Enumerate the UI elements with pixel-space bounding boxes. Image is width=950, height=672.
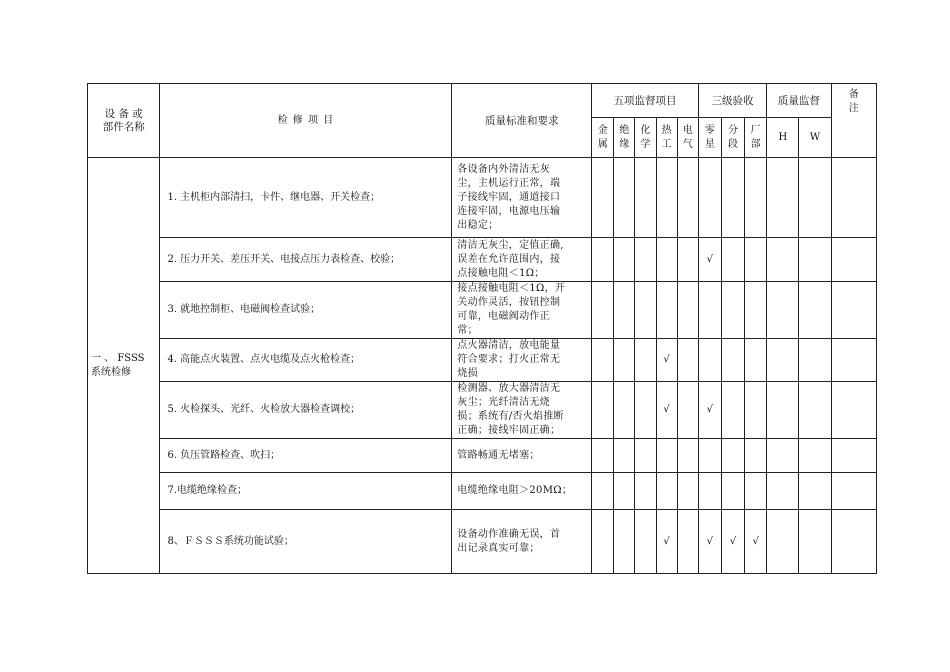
mark-cell (677, 282, 698, 339)
mark-cell (799, 339, 831, 382)
equipment-header: 设 备 或 部件名称 (88, 84, 160, 158)
maintenance-table (87, 83, 877, 574)
mark-cell (831, 282, 876, 339)
mark-cell (614, 339, 635, 382)
mark-cell (698, 282, 721, 339)
item-cell: 2. 压力开关、差压开关、电接点压力表检查、校验； (160, 238, 452, 282)
mark-cell (592, 382, 614, 439)
mark-cell (745, 238, 767, 282)
mark-cell (698, 158, 721, 238)
standard-header: 质量标准和要求 (452, 84, 592, 158)
mark-cell (721, 382, 744, 439)
mark-cell (635, 238, 656, 282)
mark-cell (677, 510, 698, 574)
mark-cell (767, 382, 799, 439)
mark-cell (831, 473, 876, 510)
mark-cell (614, 282, 635, 339)
remark-header: 备 注 (831, 84, 876, 158)
five-supervision-header: 五项监督项目 (592, 84, 699, 118)
mark-cell: √ (698, 382, 721, 439)
mark-cell (635, 339, 656, 382)
mark-cell (745, 158, 767, 238)
mark-cell (767, 473, 799, 510)
mark-cell (656, 473, 677, 510)
mark-cell (767, 510, 799, 574)
mark-cell (831, 339, 876, 382)
mark-cell (592, 339, 614, 382)
mark-cell (677, 339, 698, 382)
insulation-subheader: 绝 缘 (614, 118, 635, 158)
mark-cell (698, 339, 721, 382)
zero-subheader: 零 星 (698, 118, 721, 158)
item-cell: 7.电缆绝缘检查； (160, 473, 452, 510)
mark-cell (677, 238, 698, 282)
mark-cell (677, 439, 698, 473)
mark-cell (721, 339, 744, 382)
mark-cell (635, 510, 656, 574)
standard-cell: 清洁无灰尘，定值正确, 误差在允许范围内，接 点接触电阻＜1Ω； (452, 238, 592, 282)
mark-cell (721, 282, 744, 339)
mark-cell (767, 339, 799, 382)
mark-cell (831, 158, 876, 238)
chemistry-subheader: 化 学 (635, 118, 656, 158)
mark-cell (721, 439, 744, 473)
mark-cell (799, 238, 831, 282)
mark-cell: √ (698, 510, 721, 574)
mark-cell (745, 473, 767, 510)
mark-cell: √ (698, 238, 721, 282)
mark-cell (767, 439, 799, 473)
item-cell: 8、ＦＳＳＳ系统功能试验； (160, 510, 452, 574)
mark-cell (614, 473, 635, 510)
factory-subheader: 厂 部 (745, 118, 767, 158)
section-subheader: 分 段 (721, 118, 744, 158)
mark-cell (745, 282, 767, 339)
mark-cell (799, 282, 831, 339)
mark-cell (721, 473, 744, 510)
h-subheader: H (767, 118, 799, 158)
mark-cell (831, 382, 876, 439)
mark-cell (592, 282, 614, 339)
mark-cell (592, 473, 614, 510)
mark-cell (698, 439, 721, 473)
mark-cell (614, 238, 635, 282)
mark-cell (677, 473, 698, 510)
mark-cell (799, 382, 831, 439)
mark-cell: √ (656, 510, 677, 574)
electrical-subheader: 电 气 (677, 118, 698, 158)
mark-cell: √ (656, 339, 677, 382)
mark-cell (831, 510, 876, 574)
mark-cell (614, 439, 635, 473)
quality-supervision-header: 质量监督 (767, 84, 831, 118)
mark-cell (677, 382, 698, 439)
three-level-acceptance-header: 三级验收 (698, 84, 766, 118)
mark-cell (767, 238, 799, 282)
mark-cell (767, 158, 799, 238)
standard-cell: 接点接触电阻＜1Ω，开 关动作灵活，按钮控制 可靠，电磁阀动作正 常； (452, 282, 592, 339)
items-header: 检 修 项 目 (160, 84, 452, 158)
mark-cell (799, 158, 831, 238)
item-cell: 4. 高能点火装置、点火电缆及点火枪检查； (160, 339, 452, 382)
mark-cell (635, 382, 656, 439)
mark-cell: √ (721, 510, 744, 574)
mark-cell (745, 382, 767, 439)
mark-cell (799, 473, 831, 510)
mark-cell (799, 510, 831, 574)
mark-cell (635, 473, 656, 510)
standard-cell: 各设备内外清洁无灰 尘，主机运行正常，端 子接线牢固，通道接口 连接牢固，电源电压输 出稳定； (452, 158, 592, 238)
mark-cell (799, 439, 831, 473)
mark-cell (745, 439, 767, 473)
mark-cell (767, 282, 799, 339)
mark-cell (635, 439, 656, 473)
mark-cell (592, 238, 614, 282)
mark-cell (656, 282, 677, 339)
mark-cell (721, 238, 744, 282)
mark-cell (614, 510, 635, 574)
mark-cell (656, 439, 677, 473)
item-cell: 3. 就地控制柜、电磁阀检查试验； (160, 282, 452, 339)
category-cell: 一 、 FSSS 系统检修 (88, 158, 160, 574)
mark-cell (831, 238, 876, 282)
mark-cell (592, 439, 614, 473)
standard-cell: 管路畅通无堵塞； (452, 439, 592, 473)
mark-cell (614, 158, 635, 238)
metal-subheader: 金 属 (592, 118, 614, 158)
mark-cell (635, 158, 656, 238)
mark-cell (656, 158, 677, 238)
mark-cell (614, 382, 635, 439)
standard-cell: 检测器、放大器清洁无 灰尘；光纤清洁无烧 损；系统有/否火焰推断 正确；接线牢固正确； (452, 382, 592, 439)
w-subheader: W (799, 118, 831, 158)
mark-cell: √ (745, 510, 767, 574)
standard-cell: 设备动作准确无误，首 出记录真实可靠； (452, 510, 592, 574)
thermal-subheader: 热 工 (656, 118, 677, 158)
mark-cell (656, 238, 677, 282)
mark-cell (698, 473, 721, 510)
mark-cell (745, 339, 767, 382)
mark-cell (635, 282, 656, 339)
item-cell: 6. 负压管路检查、吹扫； (160, 439, 452, 473)
mark-cell (592, 158, 614, 238)
mark-cell (721, 158, 744, 238)
item-cell: 1. 主机柜内部清扫，卡件、继电器、开关检查； (160, 158, 452, 238)
mark-cell (677, 158, 698, 238)
standard-cell: 点火器清洁，放电能量 符合要求；打火正常无 烧损 (452, 339, 592, 382)
item-cell: 5. 火检探头、光纤、火检放大器检查调校； (160, 382, 452, 439)
mark-cell (831, 439, 876, 473)
mark-cell: √ (656, 382, 677, 439)
standard-cell: 电缆绝缘电阻＞20MΩ； (452, 473, 592, 510)
mark-cell (592, 510, 614, 574)
